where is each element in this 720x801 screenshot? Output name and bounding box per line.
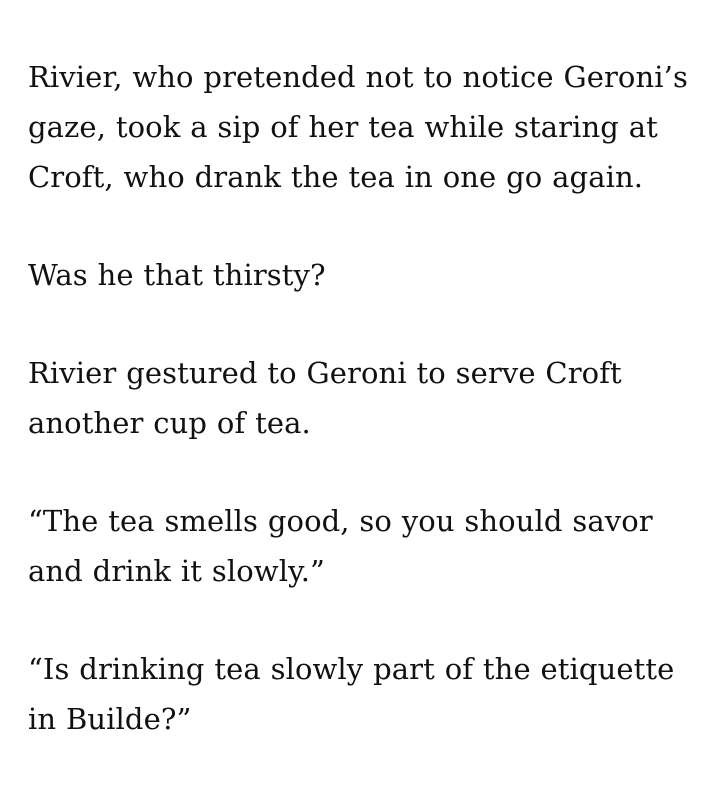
paragraph: Was he that thirsty? (28, 258, 326, 292)
paragraph: “Is drinking tea slowly part of the etiquette in Builde?” (28, 652, 675, 736)
document-body (28, 0, 692, 744)
paragraph: “The tea smells good, so you should savor and drink it slowly.” (28, 504, 653, 588)
paragraph: Rivier gestured to Geroni to serve Croft another cup of tea. (28, 356, 622, 440)
clipped-previous-line (28, 0, 692, 2)
paragraph: Rivier, who pretended not to notice Geroni’s gaze, took a sip of her tea while staring at Croft, who drank the tea in one go again. (28, 60, 688, 194)
